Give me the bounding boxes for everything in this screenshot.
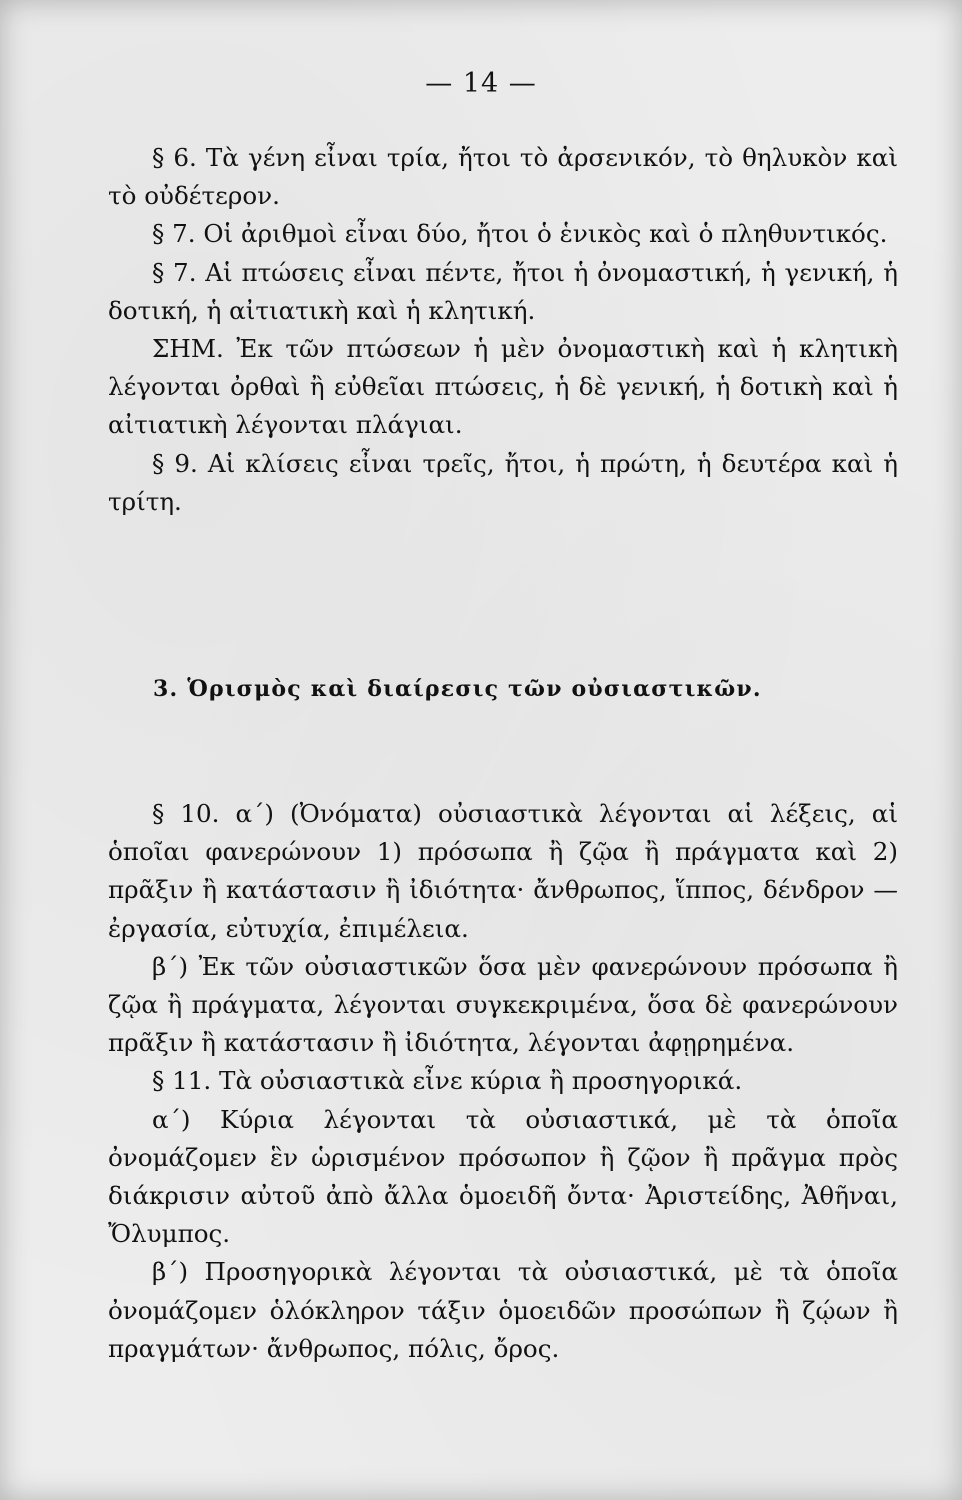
- paragraph-cases: § 7. Αἱ πτώσεις εἶναι πέντε, ἤτοι ἡ ὀνομαστική, ἡ γενική, ἡ δοτική, ἡ αἰτιατικὴ καὶ ἡ κλητική.: [108, 257, 898, 325]
- paragraph-nouns-definition: § 10. α΄) (Ὀνόματα) οὐσιαστικὰ λέγονται αἱ λέξεις, αἱ ὁποῖαι φανερώνουν 1) πρόσωπα ἢ ζῷα ἢ πράγματα καὶ 2) πρᾶξιν ἢ κατάστασιν ἢ ἰδιότητα· ἄνθρωπος, ἵππος, δένδρον —ἐργασία, εὐτυχία, ἐπιμέλεια.: [108, 799, 898, 943]
- paragraph-numbers: § 7. Οἱ ἀριθμοὶ εἶναι δύο, ἤτοι ὁ ἑνικὸς καὶ ὁ πληθυντικός.: [152, 219, 888, 249]
- section-heading: 3. Ὁρισμὸς καὶ διαίρεσις τῶν οὐσιαστικῶν.: [153, 676, 762, 702]
- paragraph-proper-common: § 11. Τὰ οὐσιαστικὰ εἶνε κύρια ἢ προσηγορικά.: [152, 1066, 743, 1096]
- paragraph-common-nouns: β΄) Προσηγορικὰ λέγονται τὰ οὐσιαστικά, μὲ τὰ ὁποῖα ὀνομάζομεν ὁλόκληρον τάξιν ὁμοειδῶν προσώπων ἢ ζῴων ἢ πραγμάτων· ἄνθρωπος, πόλις, ὄρος.: [108, 1257, 898, 1363]
- page-number: — 14 —: [425, 68, 537, 99]
- paragraph-declensions: § 9. Αἱ κλίσεις εἶναι τρεῖς, ἤτοι, ἡ πρώτη, ἡ δευτέρα καὶ ἡ τρίτη.: [108, 448, 898, 516]
- paragraph-concrete-abstract: β΄) Ἐκ τῶν οὐσιαστικῶν ὅσα μὲν φανερώνουν πρόσωπα ἢ ζῷα ἢ πράγματα, λέγονται συγκεκριμένα, ὅσα δὲ φανερώνουν πρᾶξιν ἢ κατάστασιν ἢ ἰδιότητα, λέγονται ἀφῃρημένα.: [108, 951, 898, 1058]
- paragraph-genders: § 6. Τὰ γένη εἶναι τρία, ἤτοι τὸ ἀρσενικόν, τὸ θηλυκὸν καὶ τὸ οὐδέτερον.: [108, 143, 898, 211]
- text-block-nouns: [108, 795, 898, 1368]
- text-block-grammar-rules: [108, 139, 898, 521]
- paragraph-note-cases: ΣΗΜ. Ἐκ τῶν πτώσεων ἡ μὲν ὀνομαστικὴ καὶ ἡ κλητικὴ λέγονται ὀρθαὶ ἢ εὐθεῖαι πτώσεις, ἡ δὲ γενική, ἡ δοτικὴ καὶ ἡ αἰτιατικὴ λέγονται πλάγιαι.: [108, 334, 898, 440]
- paragraph-proper-nouns: α΄) Κύρια λέγονται τὰ οὐσιαστικά, μὲ τὰ ὁποῖα ὀνομάζομεν ἓν ὡρισμένον πρόσωπον ἢ ζῷον ἢ πρᾶγμα πρὸς διάκρισιν αὐτοῦ ἀπὸ ἄλλα ὁμοειδῆ ὄντα· Ἀριστείδης, Ἀθῆναι, Ὄλυμπος.: [108, 1104, 898, 1249]
